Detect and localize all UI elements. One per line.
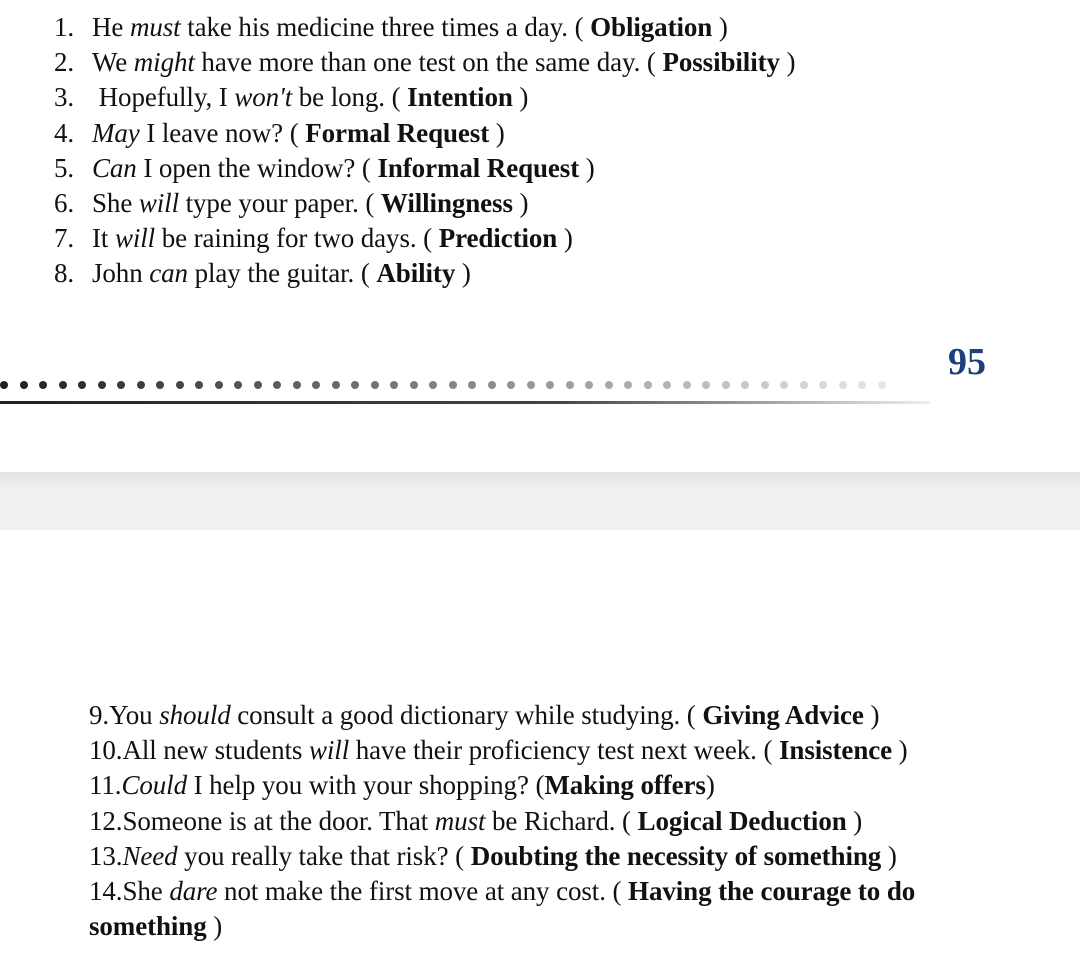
divider-dot — [527, 381, 535, 389]
divider-dot — [585, 381, 593, 389]
divider-dot — [332, 381, 340, 389]
divider-dot — [663, 381, 671, 389]
divider-dot — [722, 381, 730, 389]
divider-dot — [371, 381, 379, 389]
divider-dot — [819, 381, 827, 389]
divider-dot — [98, 381, 106, 389]
divider-dot — [546, 381, 554, 389]
divider-dot — [878, 381, 886, 389]
divider-dot — [390, 381, 398, 389]
divider-dot — [254, 381, 262, 389]
divider-dot — [59, 381, 67, 389]
divider-dot — [800, 381, 808, 389]
modal-examples-list-bottom — [89, 698, 1009, 944]
divider-dot — [176, 381, 184, 389]
divider-dot — [137, 381, 145, 389]
list-item: 11.Could I help you with your shopping? (Making offers) — [89, 770, 715, 801]
divider-dot — [234, 381, 242, 389]
divider-dot — [117, 381, 125, 389]
list-item: 8. John can play the guitar. ( Ability ) — [54, 258, 471, 289]
list-item: 9.You should consult a good dictionary while studying. ( Giving Advice ) — [89, 700, 880, 730]
divider-dot — [858, 381, 866, 389]
list-item: 2. We might have more than one test on the same day. ( Possibility ) — [54, 47, 796, 78]
divider-dot — [312, 381, 320, 389]
divider-dot — [683, 381, 691, 389]
divider-dot — [566, 381, 574, 389]
divider-dot — [429, 381, 437, 389]
divider-dot — [215, 381, 223, 389]
list-item: 4. May I leave now? ( Formal Request ) — [54, 117, 505, 148]
divider-dot — [449, 381, 457, 389]
modal-examples-list-top — [54, 10, 795, 292]
divider-dot — [20, 381, 28, 389]
divider-dot — [39, 381, 47, 389]
divider-dot — [488, 381, 496, 389]
divider-dot — [644, 381, 652, 389]
divider-dot — [507, 381, 515, 389]
list-item: 6. She will type your paper. ( Willingness ) — [54, 188, 529, 219]
divider-dot — [195, 381, 203, 389]
page-number: 95 — [948, 341, 986, 383]
divider-dot — [702, 381, 710, 389]
list-item: 1. He must take his medicine three times a day. ( Obligation ) — [54, 12, 728, 42]
list-item: 5. Can I open the window? ( Informal Request ) — [54, 152, 595, 183]
footer-rule — [0, 401, 930, 404]
divider-dot — [410, 381, 418, 389]
divider-dot — [78, 381, 86, 389]
divider-dot — [624, 381, 632, 389]
divider-dot — [839, 381, 847, 389]
divider-dot — [761, 381, 769, 389]
page-95 — [0, 0, 1080, 472]
list-item: 7. It will be raining for two days. ( Prediction ) — [54, 223, 573, 254]
list-item: 12.Someone is at the door. That must be Richard. ( Logical Deduction ) — [89, 805, 863, 836]
divider-dot — [605, 381, 613, 389]
list-item: 14.She dare not make the first move at any cost. ( Having the courage to do something ) — [89, 876, 916, 942]
list-item: 10.All new students will have their proficiency test next week. ( Insistence ) — [89, 735, 908, 766]
page-gap — [0, 472, 1080, 530]
divider-dot — [741, 381, 749, 389]
divider-dot — [293, 381, 301, 389]
list-item: 13.Need you really take that risk? ( Doubting the necessity of something ) — [89, 840, 897, 871]
divider-dot — [273, 381, 281, 389]
list-item: 3. Hopefully, I won't be long. ( Intention ) — [54, 82, 529, 113]
dotted-divider — [0, 377, 920, 393]
divider-dot — [468, 381, 476, 389]
divider-dot — [156, 381, 164, 389]
divider-dot — [351, 381, 359, 389]
divider-dot — [780, 381, 788, 389]
divider-dot — [0, 381, 8, 389]
